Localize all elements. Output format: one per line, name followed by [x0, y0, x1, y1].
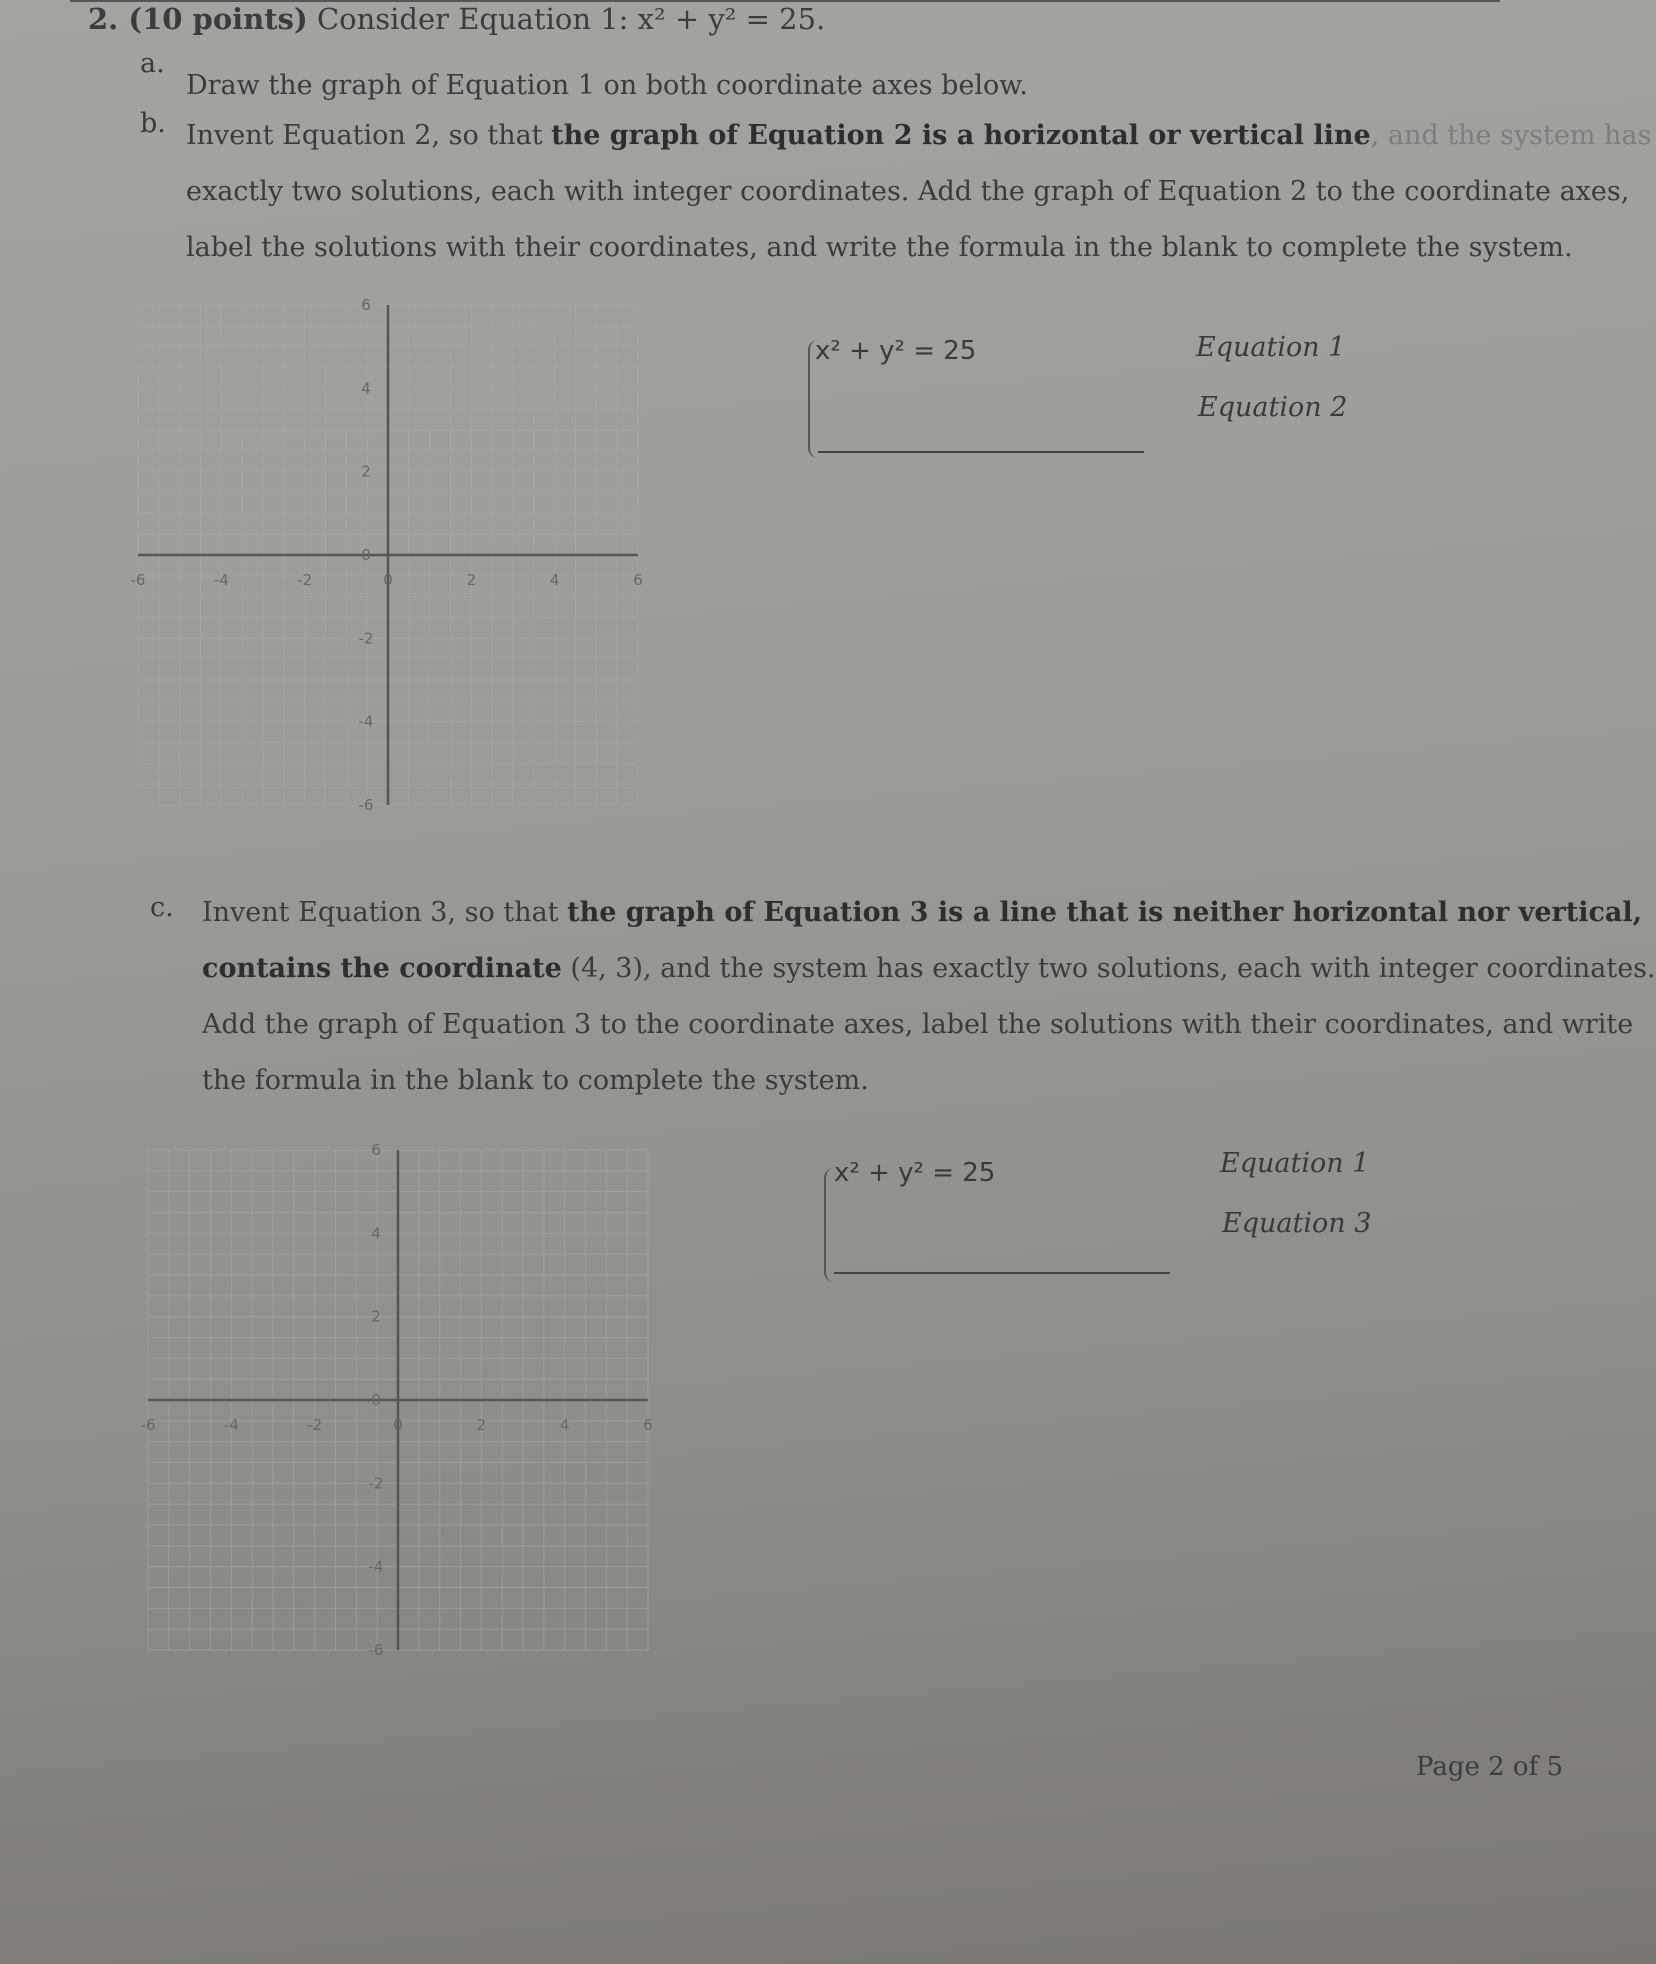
part-c-text: [202, 885, 1656, 1109]
part-c-label: c.: [150, 892, 174, 923]
part-c-line-2: [202, 941, 1656, 997]
part-a-text: Draw the graph of Equation 1 on both coordinate axes below.: [186, 70, 1028, 101]
x-tick-label: -2: [307, 1416, 323, 1434]
coordinate-grid-b[interactable]: [108, 275, 668, 835]
part-b-line-2: exactly two solutions, each with integer coordinates. Add the graph of Equation 2 to the coordinate axes,: [186, 176, 1630, 207]
x-tick-label: 0: [393, 1416, 403, 1434]
x-tick-label: -2: [297, 571, 313, 589]
x-tick-label: -4: [213, 571, 229, 589]
part-b-line-1: [186, 108, 1652, 164]
x-tick-label: -6: [140, 1416, 156, 1434]
equation-3-blank[interactable]: [834, 1272, 1170, 1274]
x-tick-label: 0: [383, 571, 393, 589]
part-b-line-1-plain: Invent Equation 2, so that: [186, 120, 543, 151]
part-c-line-1-bold: the graph of Equation 3 is a line that is neither horizontal nor vertical,: [567, 897, 1643, 928]
system-b-name-2: Equation 2: [1198, 392, 1348, 423]
y-tick-label: 6: [371, 1141, 381, 1159]
x-tick-label: -4: [223, 1416, 239, 1434]
x-tick-label: 4: [549, 571, 560, 589]
part-c-point: (4, 3): [570, 953, 643, 984]
y-tick-label: 2: [361, 462, 371, 481]
x-tick-label: 6: [643, 1416, 653, 1434]
system-c-name-1: Equation 1: [1220, 1148, 1370, 1179]
system-c-equation-1: x² + y² = 25: [834, 1158, 996, 1188]
x-tick-label: -6: [130, 571, 146, 589]
part-b-label: b.: [140, 108, 166, 139]
system-c-name-3: Equation 3: [1222, 1208, 1372, 1239]
y-tick-label: -6: [358, 796, 374, 814]
x-tick-label: 6: [633, 571, 643, 589]
y-tick-label: 2: [371, 1307, 381, 1326]
page-number: Page 2 of 5: [1416, 1752, 1564, 1782]
part-b-line-1-tail: , and the system has: [1370, 120, 1652, 151]
equation-2-blank[interactable]: [818, 451, 1144, 453]
header-equation: x² + y² = 25.: [637, 2, 826, 36]
x-tick-label: 2: [476, 1416, 487, 1434]
y-tick-label: -2: [358, 629, 374, 648]
y-tick-label: -6: [368, 1641, 384, 1659]
system-b-equation-1: x² + y² = 25: [815, 336, 977, 366]
part-c-line-4: the formula in the blank to complete the system.: [202, 1065, 869, 1096]
y-tick-label: 4: [371, 1224, 381, 1243]
x-tick-label: 2: [466, 571, 477, 589]
header-lead: Consider Equation 1:: [316, 2, 629, 36]
part-b-line-1-bold: the graph of Equation 2 is a horizontal or vertical line: [551, 120, 1371, 151]
y-tick-label: 0: [361, 546, 371, 564]
part-c-line-1-plain: Invent Equation 3, so that: [202, 897, 559, 928]
part-b-line-3: label the solutions with their coordinates, and write the formula in the blank to complete the system.: [186, 232, 1573, 263]
y-tick-label: 0: [371, 1391, 381, 1409]
problem-header: [88, 2, 825, 36]
y-tick-label: 6: [361, 296, 371, 314]
part-c-line-2-bold: contains the coordinate: [202, 953, 562, 984]
part-b-text: [186, 108, 1652, 276]
y-tick-label: 4: [361, 379, 371, 398]
points-label: 2. (10 points): [88, 2, 308, 36]
part-c-line-3: Add the graph of Equation 3 to the coordinate axes, label the solutions with their coordinates, and write: [202, 1009, 1634, 1040]
part-c-line-1: [202, 885, 1643, 941]
part-c-line-2-tail: , and the system has exactly two solutions, each with integer coordinates.: [643, 953, 1656, 984]
coordinate-grid-c[interactable]: [118, 1120, 678, 1680]
y-tick-label: -4: [368, 1557, 384, 1576]
y-tick-label: -4: [358, 712, 374, 731]
y-tick-label: -2: [368, 1474, 384, 1493]
x-tick-label: 4: [559, 1416, 570, 1434]
part-a-label: a.: [140, 48, 165, 79]
system-b-name-1: Equation 1: [1196, 332, 1346, 363]
